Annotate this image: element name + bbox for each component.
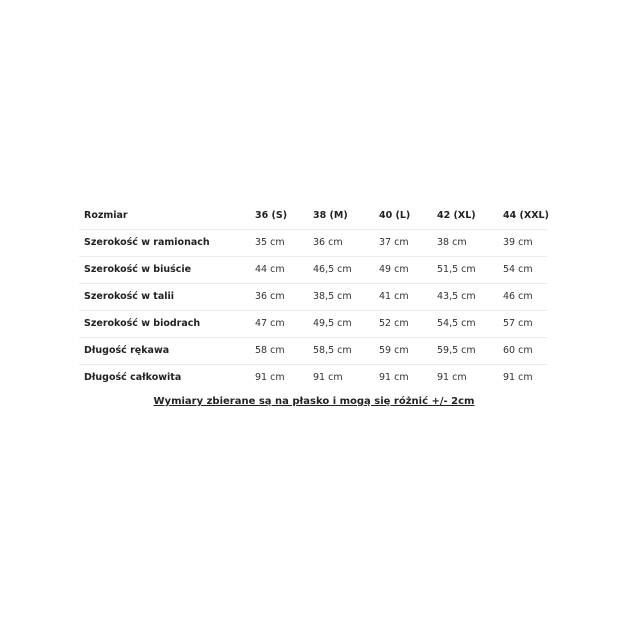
row-label: Szerokość w biuście: [84, 264, 192, 275]
table-cell: 46,5 cm: [313, 264, 352, 275]
table-header-row: [79, 203, 547, 230]
row-label: Szerokość w talii: [84, 291, 175, 302]
table-cell: 58,5 cm: [313, 345, 352, 356]
table-cell: 39 cm: [503, 237, 533, 248]
table-cell: 35 cm: [255, 237, 285, 248]
table-cell: 59 cm: [379, 345, 409, 356]
table-cell: 36 cm: [313, 237, 343, 248]
table-cell: 43,5 cm: [437, 291, 476, 302]
table-cell: 91 cm: [313, 372, 343, 383]
size-table: [79, 203, 547, 391]
table-row: [79, 230, 547, 257]
table-cell: 59,5 cm: [437, 345, 476, 356]
header-size-36: 36 (S): [255, 210, 288, 221]
table-cell: 49 cm: [379, 264, 409, 275]
table-row: [79, 257, 547, 284]
table-cell: 46 cm: [503, 291, 533, 302]
table-row: [79, 338, 547, 365]
measurement-note: Wymiary zbierane są na płasko i mogą się różnić +/- 2cm: [153, 396, 475, 407]
row-label: Długość rękawa: [84, 345, 170, 356]
table-row: [79, 311, 547, 338]
table-cell: 91 cm: [255, 372, 285, 383]
header-size-42: 42 (XL): [437, 210, 476, 221]
header-size-44: 44 (XXL): [503, 210, 549, 221]
table-cell: 91 cm: [379, 372, 409, 383]
table-cell: 41 cm: [379, 291, 409, 302]
header-size-40: 40 (L): [379, 210, 411, 221]
table-cell: 57 cm: [503, 318, 533, 329]
table-cell: 44 cm: [255, 264, 285, 275]
table-cell: 91 cm: [503, 372, 533, 383]
table-row: [79, 284, 547, 311]
row-label: Szerokość w biodrach: [84, 318, 201, 329]
row-label: Długość całkowita: [84, 372, 182, 383]
table-cell: 54 cm: [503, 264, 533, 275]
table-cell: 38,5 cm: [313, 291, 352, 302]
table-cell: 91 cm: [437, 372, 467, 383]
table-cell: 47 cm: [255, 318, 285, 329]
row-label: Szerokość w ramionach: [84, 237, 210, 248]
table-cell: 49,5 cm: [313, 318, 352, 329]
header-size-label: Rozmiar: [84, 210, 128, 221]
table-cell: 58 cm: [255, 345, 285, 356]
table-cell: 60 cm: [503, 345, 533, 356]
table-cell: 54,5 cm: [437, 318, 476, 329]
table-row: [79, 365, 547, 391]
table-cell: 36 cm: [255, 291, 285, 302]
table-cell: 52 cm: [379, 318, 409, 329]
header-size-38: 38 (M): [313, 210, 348, 221]
table-cell: 51,5 cm: [437, 264, 476, 275]
table-cell: 37 cm: [379, 237, 409, 248]
table-cell: 38 cm: [437, 237, 467, 248]
